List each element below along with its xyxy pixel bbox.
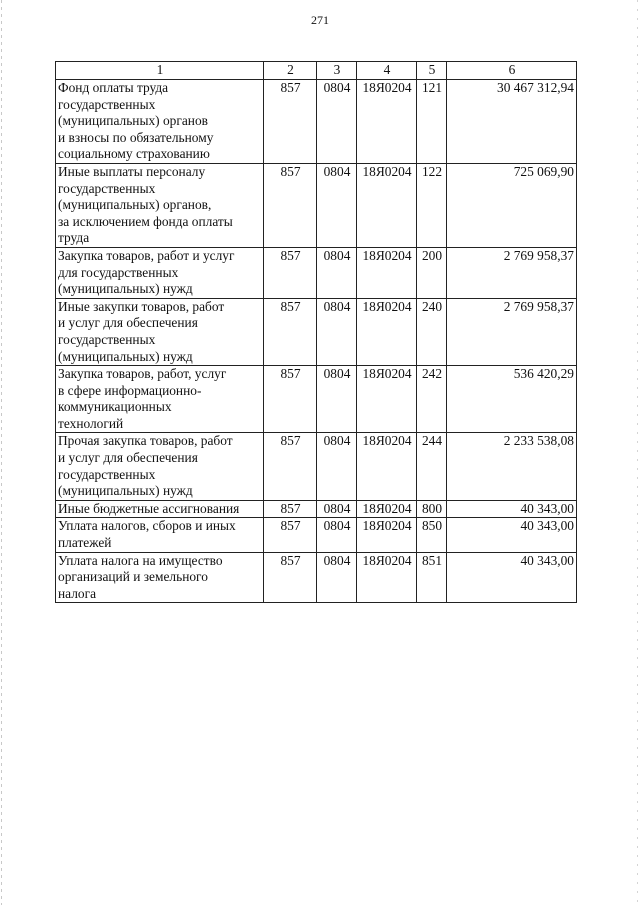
table-row [56, 80, 577, 164]
row-name-cell [56, 163, 264, 247]
row-name-line: Закупка товаров, работ и услуг [58, 247, 235, 263]
table-row [56, 552, 577, 603]
row-name-line: Прочая закупка товаров, работ [58, 433, 233, 449]
row-section-code: 0804 [317, 80, 357, 164]
row-name-line: и услуг для обеспечения [58, 315, 198, 331]
row-grbs-code: 857 [264, 518, 317, 552]
row-section-code: 0804 [317, 552, 357, 603]
row-section-code: 0804 [317, 247, 357, 298]
row-amount: 40 343,00 [447, 500, 577, 518]
row-name-line: (муниципальных) органов, [58, 197, 212, 213]
page-number: 271 [311, 13, 329, 27]
scan-edge-right [637, 0, 638, 905]
row-name-line: государственных [58, 331, 156, 347]
row-target-code: 18Я0204 [357, 366, 417, 433]
row-name-line: Закупка товаров, работ, услуг [58, 366, 227, 382]
row-section-code: 0804 [317, 433, 357, 500]
row-name-line: в сфере информационно- [58, 382, 202, 398]
row-name-line: и услуг для обеспечения [58, 450, 198, 466]
row-name-line: для государственных [58, 264, 179, 280]
row-amount: 2 769 958,37 [447, 247, 577, 298]
row-name-line: (муниципальных) нужд [58, 281, 193, 297]
row-kind-code: 244 [417, 433, 447, 500]
row-name-cell [56, 518, 264, 552]
row-kind-code: 121 [417, 80, 447, 164]
row-grbs-code: 857 [264, 500, 317, 518]
row-name-line: государственных [58, 466, 156, 482]
row-section-code: 0804 [317, 298, 357, 365]
row-name-cell [56, 552, 264, 603]
row-amount: 2 769 958,37 [447, 298, 577, 365]
row-target-code: 18Я0204 [357, 80, 417, 164]
header-col-1: 1 [56, 62, 264, 80]
row-amount: 40 343,00 [447, 552, 577, 603]
row-grbs-code: 857 [264, 163, 317, 247]
table-header [56, 62, 577, 80]
row-grbs-code: 857 [264, 80, 317, 164]
row-name-line: (муниципальных) нужд [58, 348, 193, 364]
row-kind-code: 800 [417, 500, 447, 518]
table-row [56, 366, 577, 433]
row-kind-code: 242 [417, 366, 447, 433]
row-target-code: 18Я0204 [357, 247, 417, 298]
row-name-line: государственных [58, 96, 156, 112]
row-target-code: 18Я0204 [357, 500, 417, 518]
row-amount: 2 233 538,08 [447, 433, 577, 500]
row-name-line: государственных [58, 180, 156, 196]
row-name-line: социальному страхованию [58, 146, 210, 162]
row-name-line: (муниципальных) органов [58, 113, 208, 129]
row-name-cell [56, 298, 264, 365]
row-kind-code: 240 [417, 298, 447, 365]
row-amount: 725 069,90 [447, 163, 577, 247]
table-row [56, 247, 577, 298]
budget-table [55, 61, 577, 603]
row-name-line: Фонд оплаты труда [58, 80, 169, 95]
row-grbs-code: 857 [264, 247, 317, 298]
table-row [56, 518, 577, 552]
row-grbs-code: 857 [264, 366, 317, 433]
row-name-line: Уплата налогов, сборов и иных [58, 518, 236, 534]
row-amount: 536 420,29 [447, 366, 577, 433]
row-grbs-code: 857 [264, 298, 317, 365]
row-name-line: Уплата налога на имущество [58, 552, 223, 568]
row-name-line: за исключением фонда оплаты [58, 213, 233, 229]
header-col-5: 5 [417, 62, 447, 80]
row-name-line: организаций и земельного [58, 569, 208, 585]
row-name-line: Иные выплаты персоналу [58, 163, 206, 179]
row-kind-code: 850 [417, 518, 447, 552]
row-section-code: 0804 [317, 163, 357, 247]
row-name-cell [56, 500, 264, 518]
row-name-line: (муниципальных) нужд [58, 483, 193, 499]
row-kind-code: 851 [417, 552, 447, 603]
header-col-6: 6 [447, 62, 577, 80]
row-target-code: 18Я0204 [357, 518, 417, 552]
row-name-line: налога [58, 585, 97, 601]
table-row [56, 298, 577, 365]
header-row [56, 62, 577, 80]
row-name-cell [56, 247, 264, 298]
row-target-code: 18Я0204 [357, 433, 417, 500]
row-name-line: коммуникационных [58, 399, 172, 415]
table-body [56, 80, 577, 603]
row-name-line: технологий [58, 415, 124, 431]
row-name-cell [56, 366, 264, 433]
row-grbs-code: 857 [264, 433, 317, 500]
row-target-code: 18Я0204 [357, 163, 417, 247]
row-section-code: 0804 [317, 366, 357, 433]
row-name-cell [56, 433, 264, 500]
row-target-code: 18Я0204 [357, 552, 417, 603]
row-name-line: и взносы по обязательному [58, 129, 214, 145]
row-grbs-code: 857 [264, 552, 317, 603]
row-target-code: 18Я0204 [357, 298, 417, 365]
table-row [56, 433, 577, 500]
table-row [56, 500, 577, 518]
row-section-code: 0804 [317, 500, 357, 518]
row-name-line: труда [58, 230, 90, 246]
row-name-line: Иные закупки товаров, работ [58, 298, 225, 314]
row-amount: 30 467 312,94 [447, 80, 577, 164]
table-row [56, 163, 577, 247]
row-section-code: 0804 [317, 518, 357, 552]
row-amount: 40 343,00 [447, 518, 577, 552]
header-col-2: 2 [264, 62, 317, 80]
row-name-line: Иные бюджетные ассигнования [58, 500, 240, 516]
header-col-3: 3 [317, 62, 357, 80]
row-kind-code: 122 [417, 163, 447, 247]
row-name-cell [56, 80, 264, 164]
scan-edge-left [1, 0, 2, 905]
row-name-line: платежей [58, 535, 112, 551]
row-kind-code: 200 [417, 247, 447, 298]
header-col-4: 4 [357, 62, 417, 80]
